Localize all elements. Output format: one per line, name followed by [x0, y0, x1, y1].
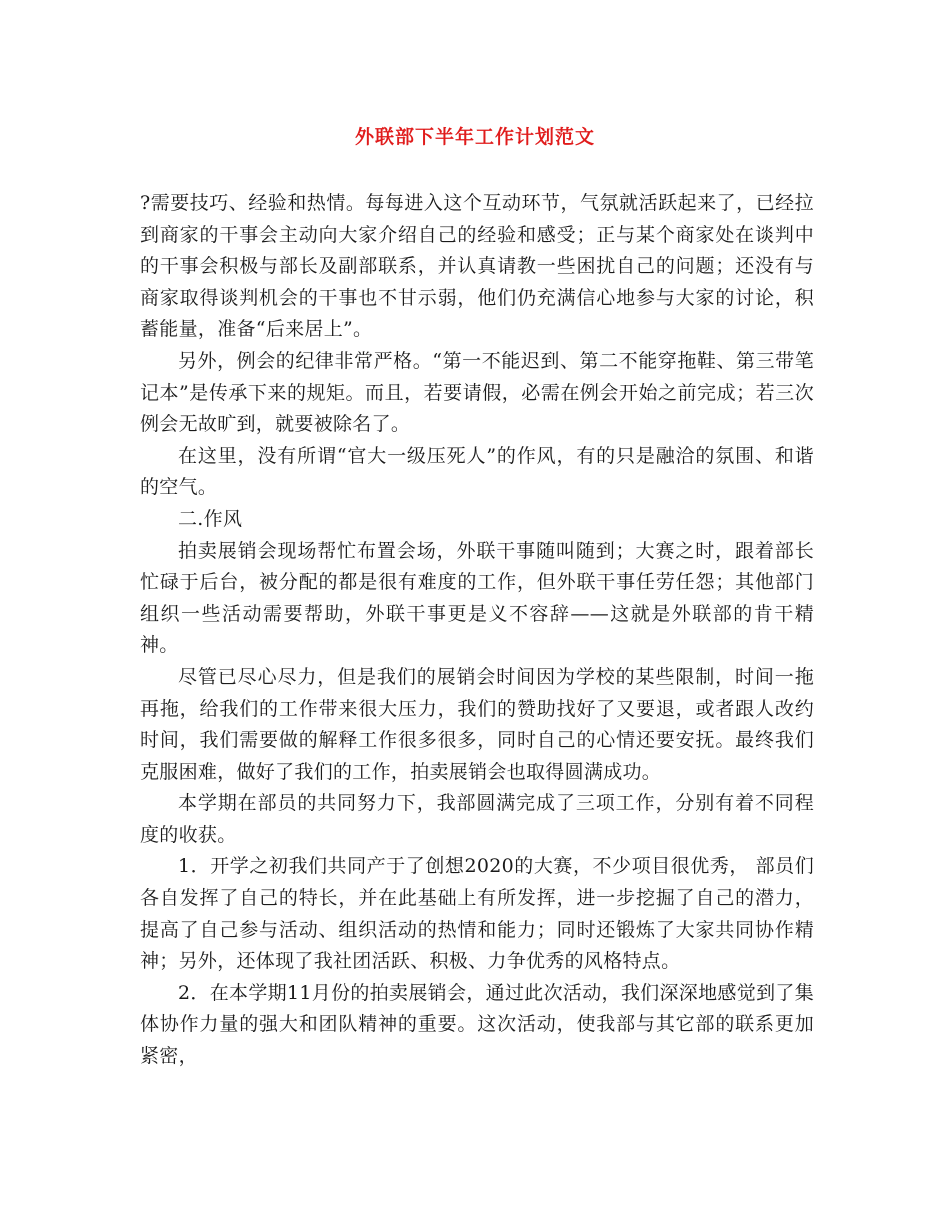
- paragraph: 在这里，没有所谓“官大一级压死人”的作风，有的只是融洽的氛围、和谐的空气。: [140, 444, 814, 499]
- page-title: 外联部下半年工作计划范文: [354, 126, 595, 148]
- list-item: 1．开学之初我们共同产于了创想2020的大赛，不少项目很优秀， 部员们各自发挥了自己的特长，并在此基础上有所发挥，进一步挖掘了自己的潜力，提高了自己参与活动、组织活动的热情和能力；同时还锻炼了大家共同协作精神；另外，还体现了我社团活跃、积极、力争优秀的风格特点。: [140, 855, 814, 973]
- paragraph: ?需要技巧、经验和热情。每每进入这个互动环节，气氛就活跃起来了，已经拉到商家的干事会主动向大家介绍自己的经验和感受；正与某个商家处在谈判中的干事会积极与部长及副部联系，并认真请教一些困扰自己的问题；还没有与商家取得谈判机会的干事也不甘示弱，他们仍充满信心地参与大家的讨论，积蓄能量，准备“后来居上”。: [140, 192, 814, 341]
- paragraph: 拍卖展销会现场帮忙布置会场，外联干事随叫随到；大赛之时，跟着部长忙碌于后台，被分配的都是很有难度的工作，但外联干事任劳任怨；其他部门组织一些活动需要帮助，外联干事更是义不容辞——这就是外联部的肯干精神。: [140, 539, 814, 657]
- list-item: 2．在本学期11月份的拍卖展销会，通过此次活动，我们深深地感觉到了集体协作力量的强大和团队精神的重要。这次活动，使我部与其它部的联系更加紧密，: [140, 981, 814, 1068]
- paragraph: 本学期在部员的共同努力下，我部圆满完成了三项工作，分别有着不同程度的收获。: [140, 792, 814, 846]
- section-heading: 二.作风: [178, 507, 243, 530]
- document-body: [140, 188, 814, 1073]
- paragraph: 另外，例会的纪律非常严格。“第一不能迟到、第二不能穿拖鞋、第三带笔记本”是传承下来的规矩。而且，若要请假，必需在例会开始之前完成；若三次例会无故旷到，就要被除名了。: [140, 349, 814, 436]
- paragraph: 尽管已尽心尽力，但是我们的展销会时间因为学校的某些限制，时间一拖再拖，给我们的工作带来很大压力，我们的赞助找好了又要退，或者跟人改约时间，我们需要做的解释工作很多很多，同时自己的心情还要安抚。最终我们克服困难，做好了我们的工作，拍卖展销会也取得圆满成功。: [140, 665, 814, 783]
